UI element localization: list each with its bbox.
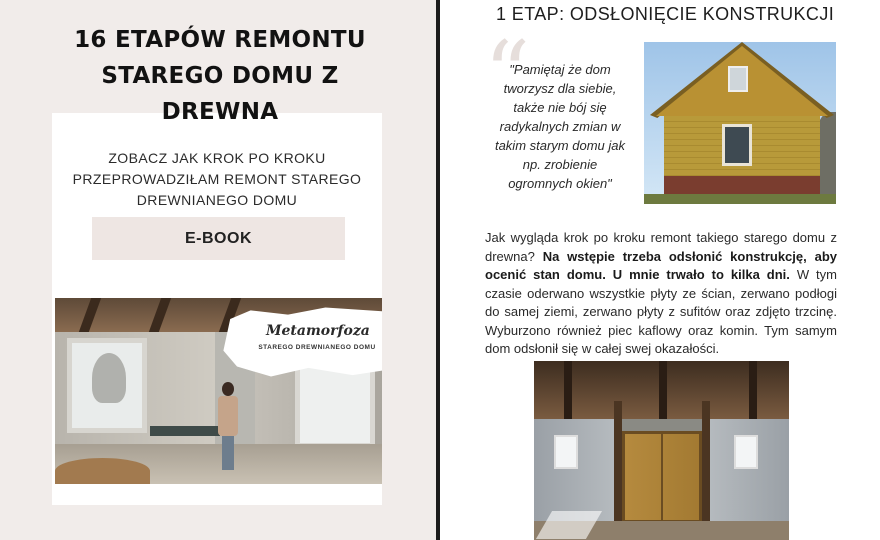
quote-line: ogromnych okien" xyxy=(508,176,612,191)
house-gable-window xyxy=(728,66,748,92)
metamorfoza-script: Metamorfoza xyxy=(266,323,370,339)
cover-title-line-1: 16 ETAPÓW REMONTU xyxy=(74,27,366,53)
cover-subtitle-line-3: DREWNIANEGO DOMU xyxy=(136,192,298,208)
quote-line: także nie bój się xyxy=(513,100,607,115)
stage-page xyxy=(440,0,880,540)
cover-page xyxy=(0,0,436,540)
photo-person xyxy=(217,382,239,472)
interior-joist xyxy=(749,361,757,419)
quote-line: tworzysz dla siebie, xyxy=(503,81,617,96)
stage-title: 1 ETAP: ODSŁONIĘCIE KONSTRUKCJI xyxy=(496,4,835,24)
photo-window-left xyxy=(67,338,147,433)
interior-window-left xyxy=(554,435,578,469)
person-legs xyxy=(222,436,234,470)
house-exterior-photo xyxy=(644,42,836,204)
quote-line: "Pamiętaj że dom xyxy=(509,62,611,77)
quote-text xyxy=(480,60,640,193)
cover-subtitle xyxy=(52,148,382,211)
interior-door xyxy=(622,431,702,523)
interior-joist xyxy=(564,361,572,419)
stage-body-text xyxy=(485,229,837,359)
brush-stroke-label-bg xyxy=(220,306,382,378)
quote-mark-icon: “ xyxy=(484,22,531,127)
quote-line: np. zrobienie xyxy=(522,157,598,172)
house-base xyxy=(664,176,820,194)
cover-title-line-3: DREWNA xyxy=(161,99,279,125)
body-text-bold: Na wstępie trzeba odsłonić konstrukcję, aby ocenić stan domu. U mnie trwało to kilka dni. xyxy=(485,248,837,282)
ebook-button[interactable]: E-BOOK xyxy=(92,217,345,260)
house-grass xyxy=(644,194,836,204)
interior-post xyxy=(702,401,710,540)
house-window xyxy=(722,124,752,166)
body-text-part-2: W tym czasie oderwano wszystkie płyty ze ścian, zerwano podłogi do samej ziemi, zerwano płyty z sufitów oraz zdjęto trzcinę. Wyburzono również piec kaflowy oraz komin. Tym samym dom odsłonił się w całej swej okazałości. xyxy=(485,267,838,356)
interior-post xyxy=(614,401,622,540)
quote-line: takim starym domu jak xyxy=(494,138,626,153)
quote-line: radykalnych zmian w xyxy=(499,119,621,134)
interior-window-right xyxy=(734,435,758,469)
house-interior-photo xyxy=(534,361,789,540)
person-head xyxy=(222,382,234,396)
photo-hay xyxy=(55,458,150,484)
cover-subtitle-line-1: ZOBACZ JAK KROK PO KROKU xyxy=(108,150,326,166)
photo-bench xyxy=(150,426,220,436)
interior-joist xyxy=(659,361,667,419)
metamorfoza-subtitle: STAREGO DREWNIANEGO DOMU xyxy=(258,344,376,351)
cover-subtitle-line-2: PRZEPROWADZIŁAM REMONT STAREGO xyxy=(72,171,362,187)
photo-tree xyxy=(92,353,126,403)
body-text-part-1: Jak wygląda krok po kroku remont takiego starego domu z drewna? xyxy=(485,230,837,264)
person-coat xyxy=(218,396,238,436)
cover-title-line-2: STAREGO DOMU Z xyxy=(101,63,339,89)
cover-title xyxy=(30,22,410,130)
